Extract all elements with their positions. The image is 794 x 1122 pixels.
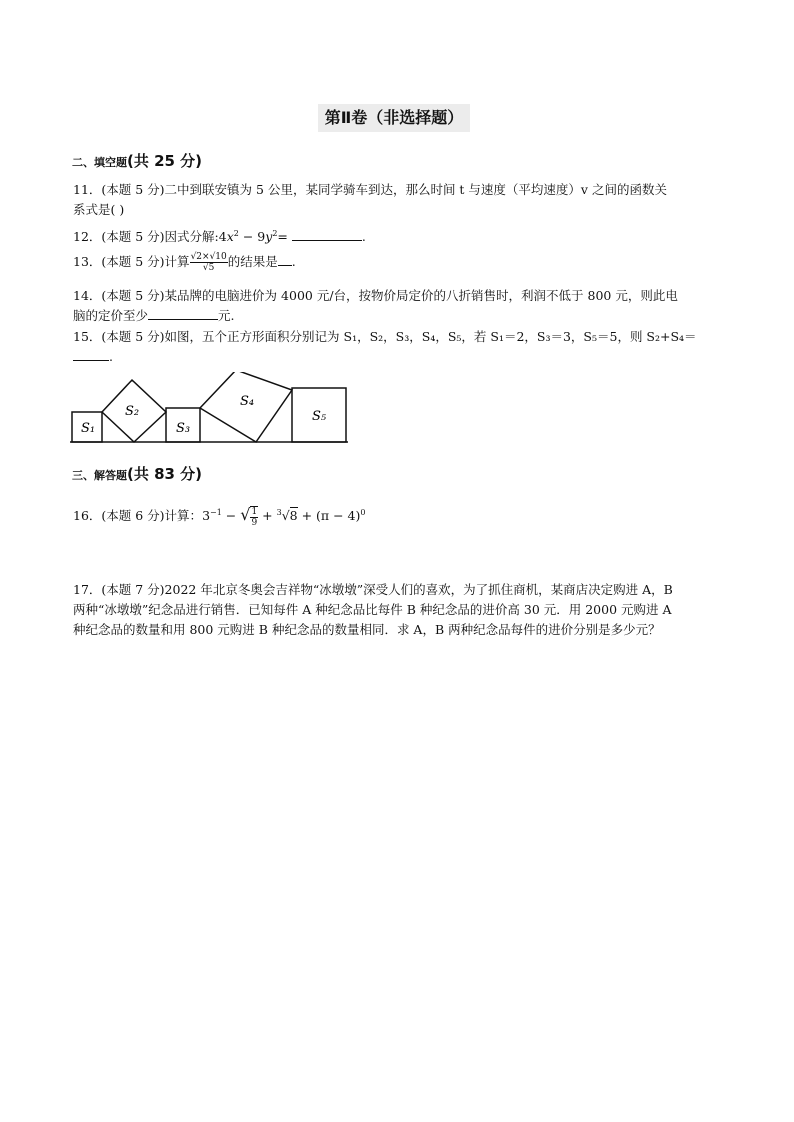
answer-blank[interactable] [292, 228, 362, 241]
question-14 [73, 286, 723, 326]
squares-figure [70, 372, 350, 444]
question-17-line-3: 种纪念品的数量和用 800 元购进 B 种纪念品的数量相同．求 A，B 两种纪念品每件的进价分别是多少元？ [73, 622, 661, 637]
sqrt-symbol: √ [240, 505, 251, 525]
label-s2: S₂ [125, 404, 140, 419]
label-s4: S₄ [240, 394, 255, 409]
question-14-line-2: 脑的定价至少 元. [73, 308, 235, 323]
question-17-line-2: 两种“冰墩墩”纪念品进行销售．已知每件 A 种纪念品比每件 B 种纪念品的进价高 30 元．用 2000 元购进 A [73, 602, 672, 617]
answer-blank[interactable] [278, 253, 292, 266]
section-heading-solve [72, 463, 202, 484]
question-12: 12．(本题 5 分)因式分解$:4x^2 - 9y^2=$ . [73, 229, 366, 245]
section-label: 填空题 [94, 156, 127, 169]
question-14-line-1: 14．(本题 5 分)某品牌的电脑进价为 4000 元/台，按物价局定价的八折销售时，利润不低于 800 元，则此电 [73, 288, 678, 303]
fraction: $\frac{1}{9}$ [251, 506, 258, 528]
question-16: 16．(本题 6 分)计算：$3^{-1}$ − √ $\frac{1}{9}$ + $^3√8 + (\pi - 4)^0$ [73, 505, 366, 528]
question-11-line-2: 系式是( ) [73, 202, 125, 217]
section-number: 二、 [72, 156, 94, 169]
page-title: 第Ⅱ卷（非选择题） [318, 104, 470, 132]
section-score: (共 25 分) [127, 152, 203, 170]
answer-blank[interactable] [148, 307, 218, 320]
fraction: $\frac{√2\times√10}{√5}$ [190, 252, 227, 273]
section-heading-fill-in [72, 150, 202, 171]
section-score: (共 83 分) [127, 465, 203, 483]
section-label: 解答题 [94, 469, 127, 482]
question-17-line-1: 17．(本题 7 分)2022 年北京冬奥会吉祥物“冰墩墩”深受人们的喜欢，为了抓住商机，某商店决定购进 A，B [73, 582, 673, 597]
label-s3: S₃ [176, 421, 191, 436]
cube-root-symbol: √ [281, 508, 290, 524]
question-11-line-1: 11．(本题 5 分)二中到联安镇为 5 公里，某同学骑车到达，那么时间 t 与速度（平均速度）v 之间的函数关 [73, 182, 667, 197]
question-17 [73, 580, 723, 640]
label-s5: S₅ [312, 409, 327, 424]
question-13: 13．(本题 5 分)计算 $\frac{√2\times√10}{√5}$ 的结果是 . [73, 252, 296, 273]
question-11 [73, 180, 723, 220]
answer-blank[interactable] [73, 348, 109, 361]
label-s1: S₁ [81, 421, 96, 436]
section-number: 三、 [72, 469, 94, 482]
question-15: 15．(本题 5 分)如图，五个正方形面积分别记为 S₁，S₂，S₃，S₄，S₅，若 S₁＝2，S₃＝3，S₅＝5，则 S₂+S₄＝. [73, 329, 697, 364]
